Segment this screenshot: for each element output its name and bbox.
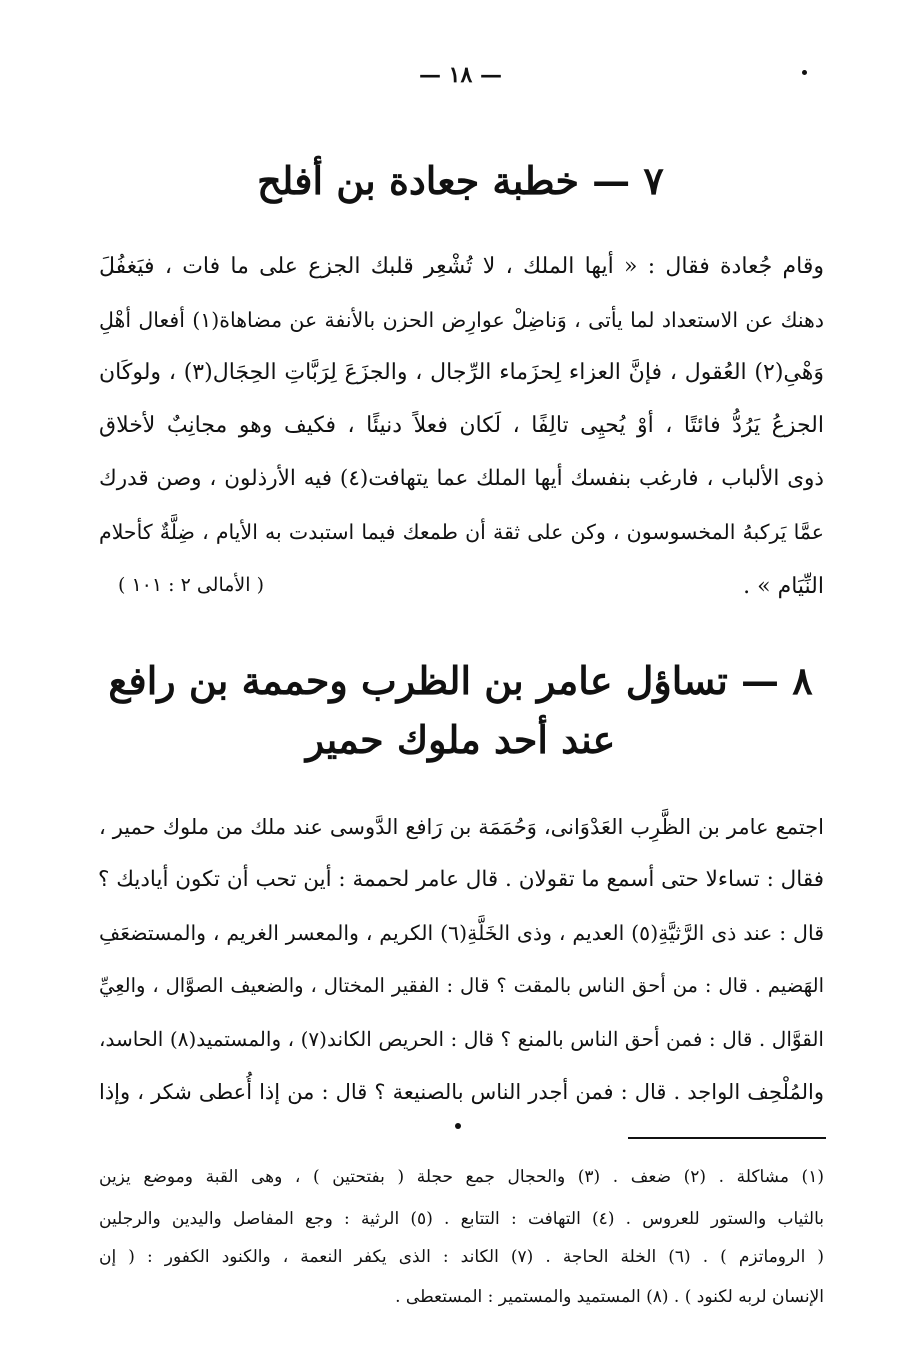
section-7-citation: ( الأمالى ٢ : ١٠١ ) <box>118 574 264 596</box>
text-mark <box>455 1123 461 1129</box>
section-7-line: الجزعُ يَرُدُّ فائتًا ، أوْ يُحيِى تالِفًا ، لَكان فعلاً دنيئًا ، فكيف وهو مجانِبٌ لأخلاق <box>99 413 824 438</box>
footnote-line: (١) مشاكلة . (٢) ضعف . (٣) والحجال جمع حجلة ( بفتحتين ) ، وهى القبة وموضع يزين <box>99 1167 824 1187</box>
section-7-line: عمَّا يَركبهُ المخسوسون ، وكن على ثقة أن طمعك فيما استبدت به الأيام ، ضِلَّةٌ كأحلام <box>99 520 824 544</box>
page-number: — ١٨ — <box>419 62 502 88</box>
section-8-subtitle: عند أحد ملوك حمير <box>305 717 616 762</box>
section-7-line: النِّيَام » . <box>743 574 824 599</box>
section-7-title: ٧ — خطبة جعادة بن أفلح <box>257 158 664 203</box>
section-7-line: وَهْىِ(٢) العُقول ، فإنَّ العزاء لِحزَماء الرِّجال ، والجزَعَ لِرَبَّاتِ الحِجَال(٣) ، ولوكَان <box>99 360 824 385</box>
section-7-line: وقام جُعادة فقال : « أيها الملك ، لا تُشْعِر قلبك الجزع على ما فات ، فيَغفُلَ <box>99 254 824 279</box>
section-7-line: ذوى الألباب ، فارغب بنفسك أيها الملك عما يتهافت(٤) فيه الأرذلون ، وصن قدرك <box>99 466 824 491</box>
footnote-line: ( الروماتزم ) . (٦) الخلة الحاجة . (٧) الكاند : الذى يكفر النعمة ، والكنود الكفور : ( إن <box>99 1247 824 1267</box>
section-8-line: قال : عند ذى الرَّثيَّةِ(٥) العديم ، وذى الخَلَّةِ(٦) الكريم ، والمعسر الغريم ، والمستضعَفِ <box>99 921 824 945</box>
section-7-line: دهنك عن الاستعداد لما يأتى ، وَناضِلْ عوارِض الحزن بالأنفة عن مضاهاة(١) أفعال أهْلِ <box>99 308 824 332</box>
footnote-line: الإنسان لربه لكنود ) . (٨) المستميد والمستمير : المستعطى . <box>395 1287 824 1307</box>
section-8-title: ٨ — تساؤل عامر بن الظرب وحممة بن رافع <box>108 658 813 703</box>
section-8-line: فقال : تساءلا حتى أسمع ما تقولان . قال عامر لحممة : أين تحب أن تكون أياديك ؟ <box>98 867 824 892</box>
footnote-separator <box>628 1137 826 1139</box>
section-8-line: الهَضيم . قال : من أحق الناس بالمقت ؟ قال : الفقير المختال ، والضعيف الصوَّال ، والعِيِّ <box>99 974 824 997</box>
section-8-line: القوَّال . قال : فمن أحق الناس بالمنع ؟ قال : الحريص الكاند(٧) ، والمستميد(٨) الحاسد، <box>99 1027 824 1051</box>
section-8-line: والمُلْحِف الواجد . قال : فمن أجدر الناس بالصنيعة ؟ قال : من إذا أُعطى شكر ، وإذا <box>99 1080 824 1104</box>
section-8-line: اجتمع عامر بن الظَّرِب العَدْوَانى، وَحُمَمَة بن رَافع الدَّوسى عند ملك من ملوك حمير ، <box>99 815 824 839</box>
footnote-line: بالثياب والستور للعروس . (٤) التهافت : التتابع . (٥) الرثية : وجع المفاصل واليدين والرجلين <box>99 1209 825 1229</box>
